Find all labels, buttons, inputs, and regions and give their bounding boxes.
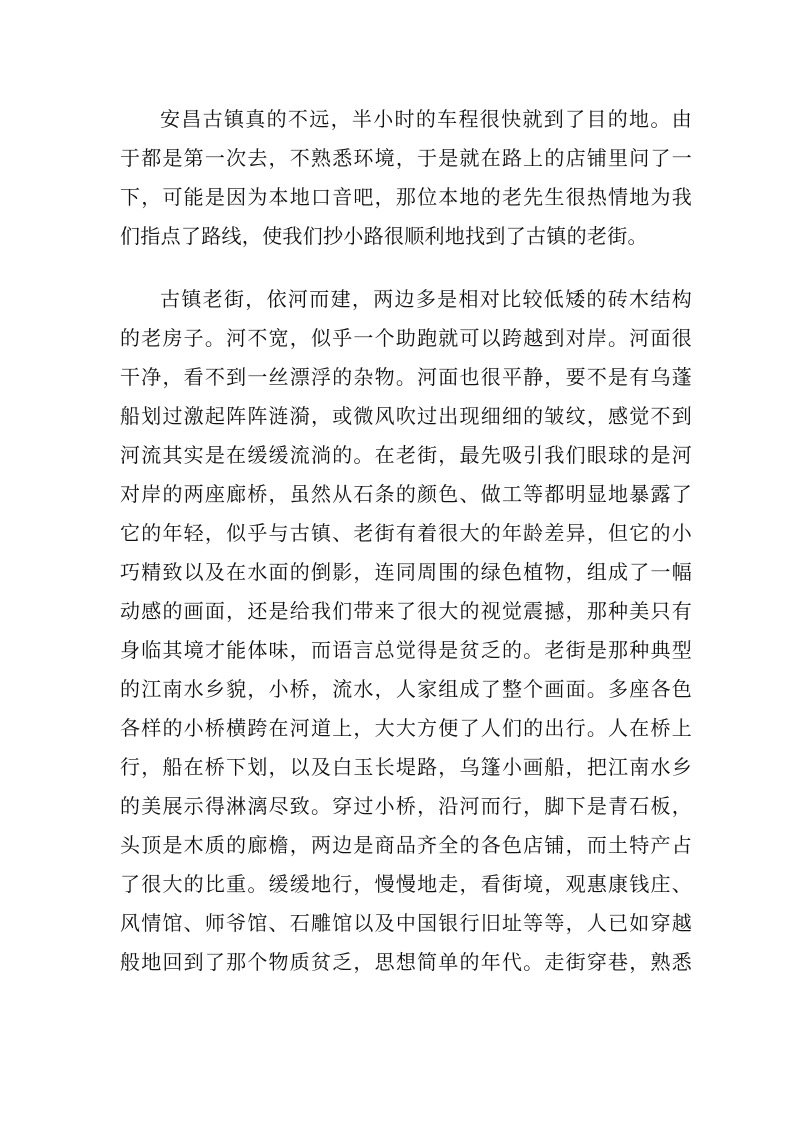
document-page — [120, 100, 692, 982]
text-line: 了很大的比重。缓缓地行，慢慢地走，看街境，观惠康钱庄、 — [120, 872, 692, 896]
text-line: 的老房子。河不宽，似乎一个助跑就可以跨越到对岸。河面很 — [120, 326, 692, 350]
paragraph-1 — [120, 100, 692, 256]
text-line: 安昌古镇真的不远，半小时的车程很快就到了目的地。由 — [160, 107, 692, 131]
text-line: 风情馆、师爷馆、石雕馆以及中国银行旧址等等，人已如穿越 — [120, 911, 692, 935]
text-line: 的美展示得淋漓尽致。穿过小桥，沿河而行，脚下是青石板， — [120, 794, 692, 818]
text-line: 的江南水乡貌，小桥，流水，人家组成了整个画面。多座各色 — [120, 677, 692, 701]
text-line: 头顶是木质的廊檐，两边是商品齐全的各色店铺，而土特产占 — [120, 833, 692, 857]
text-line: 船划过激起阵阵涟漪，或微风吹过出现细细的皱纹，感觉不到 — [120, 404, 692, 428]
text-line: 下，可能是因为本地口音吧，那位本地的老先生很热情地为我 — [120, 185, 692, 209]
text-line: 巧精致以及在水面的倒影，连同周围的绿色植物，组成了一幅 — [120, 560, 692, 584]
text-line: 动感的画面，还是给我们带来了很大的视觉震撼，那种美只有 — [120, 599, 692, 623]
text-line: 行，船在桥下划，以及白玉长堤路，乌篷小画船，把江南水乡 — [120, 755, 692, 779]
text-line: 身临其境才能体味，而语言总觉得是贫乏的。老街是那种典型 — [120, 638, 692, 662]
text-line: 它的年轻，似乎与古镇、老街有着很大的年龄差异，但它的小 — [120, 521, 692, 545]
text-line: 各样的小桥横跨在河道上，大大方便了人们的出行。人在桥上 — [120, 716, 692, 740]
text-line: 于都是第一次去，不熟悉环境，于是就在路上的店铺里问了一 — [120, 146, 692, 170]
text-line: 对岸的两座廊桥，虽然从石条的颜色、做工等都明显地暴露了 — [120, 482, 692, 506]
text-line: 们指点了路线，使我们抄小路很顺利地找到了古镇的老街。 — [120, 224, 648, 248]
text-line: 般地回到了那个物质贫乏，思想简单的年代。走街穿巷，熟悉 — [120, 950, 692, 974]
text-line: 干净，看不到一丝漂浮的杂物。河面也很平静，要不是有乌蓬 — [120, 365, 692, 389]
text-line: 河流其实是在缓缓流淌的。在老街，最先吸引我们眼球的是河 — [120, 443, 692, 467]
paragraph-2 — [120, 280, 692, 982]
text-line: 古镇老街，依河而建，两边多是相对比较低矮的砖木结构 — [160, 287, 692, 311]
